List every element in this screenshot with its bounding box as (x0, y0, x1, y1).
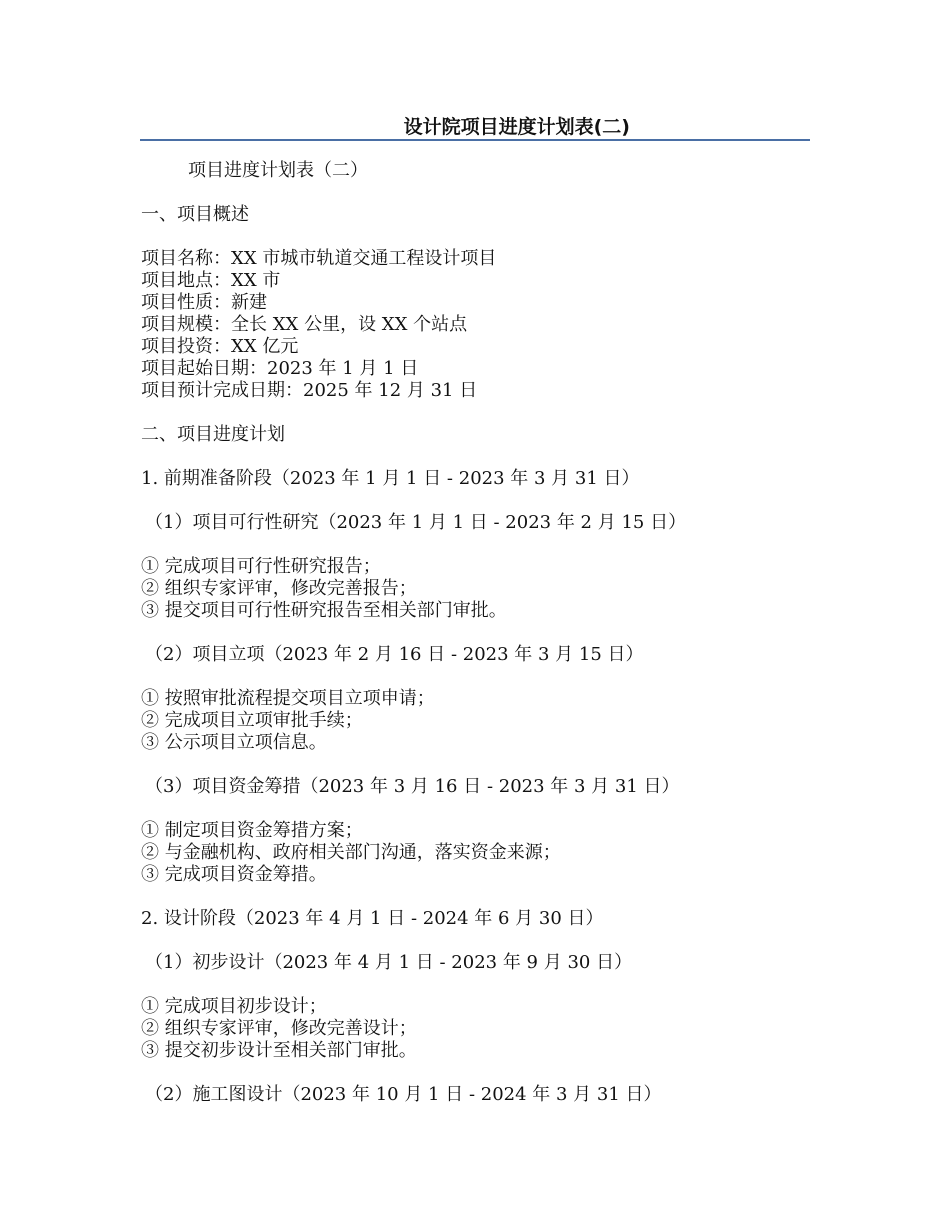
task-item: ② 完成项目立项审批手续； (141, 710, 363, 731)
overview-item: 项目规模：全长 XX 公里，设 XX 个站点 (141, 314, 468, 335)
overview-item: 项目地点：XX 市 (141, 270, 281, 291)
phase-title: 1. 前期准备阶段（2023 年 1 月 1 日 - 2023 年 3 月 31 日） (141, 468, 640, 489)
task-item: ① 完成项目初步设计； (141, 996, 327, 1017)
phase-title: 2. 设计阶段（2023 年 4 月 1 日 - 2024 年 6 月 30 日） (141, 908, 604, 929)
task-item: ③ 提交项目可行性研究报告至相关部门审批。 (141, 600, 507, 621)
subphase-title: （1）项目可行性研究（2023 年 1 月 1 日 - 2023 年 2 月 15 日） (145, 512, 687, 533)
overview-item: 项目预计完成日期：2025 年 12 月 31 日 (141, 380, 478, 401)
document-subtitle: 项目进度计划表（二） (188, 160, 368, 181)
subphase-title: （3）项目资金筹措（2023 年 3 月 16 日 - 2023 年 3 月 31 日） (145, 776, 680, 797)
task-item: ① 按照审批流程提交项目立项申请； (141, 688, 435, 709)
task-item: ③ 提交初步设计至相关部门审批。 (141, 1040, 417, 1061)
page-title: 设计院项目进度计划表(二) (403, 116, 630, 138)
task-item: ① 制定项目资金筹措方案； (141, 820, 363, 841)
section-heading: 一、项目概述 (141, 204, 249, 225)
task-item: ① 完成项目可行性研究报告； (141, 556, 381, 577)
section-heading: 二、项目进度计划 (141, 424, 285, 445)
overview-item: 项目名称：XX 市城市轨道交通工程设计项目 (141, 248, 497, 269)
task-item: ② 组织专家评审，修改完善报告； (141, 578, 417, 599)
task-item: ③ 完成项目资金筹措。 (141, 864, 327, 885)
overview-item: 项目起始日期：2023 年 1 月 1 日 (141, 358, 419, 379)
task-item: ② 组织专家评审，修改完善设计； (141, 1018, 417, 1039)
overview-item: 项目投资：XX 亿元 (141, 336, 299, 357)
document-body (141, 160, 821, 1106)
overview-item: 项目性质：新建 (141, 292, 267, 313)
header-divider (140, 139, 810, 141)
overview-list (141, 248, 821, 402)
task-item: ② 与金融机构、政府相关部门沟通，落实资金来源； (141, 842, 561, 863)
subphase-title: （1）初步设计（2023 年 4 月 1 日 - 2023 年 9 月 30 日） (145, 952, 633, 973)
subphase-title: （2）施工图设计（2023 年 10 月 1 日 - 2024 年 3 月 31 日） (145, 1084, 662, 1105)
task-item: ③ 公示项目立项信息。 (141, 732, 327, 753)
subphase-title: （2）项目立项（2023 年 2 月 16 日 - 2023 年 3 月 15 日） (145, 644, 644, 665)
